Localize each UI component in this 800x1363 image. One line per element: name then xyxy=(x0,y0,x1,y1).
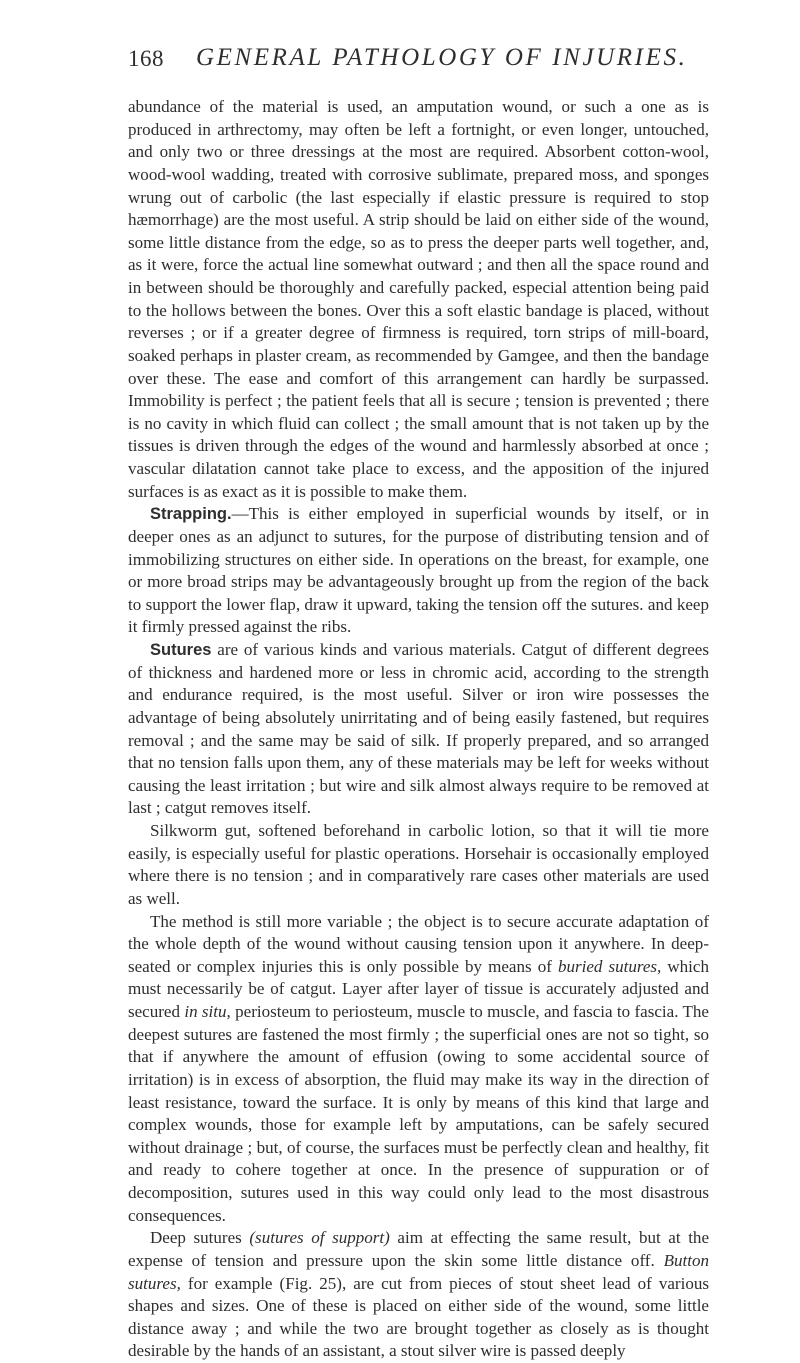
deep-text-a: Deep sutures xyxy=(150,1228,250,1248)
strapping-text: —This is either employed in superficial wounds by itself, or in deeper ones as an adjunct to sutures, for the purpose of distributing tension and of immobilizing structures on either side. In operations on the breast, for example, one or more broad strips may be advantageously brought up from the region of the back to support the lower flap, draw it upward, taking the tension off the sutures. and keep it firmly pressed against the ribs. xyxy=(128,504,709,637)
deep-italic-button-sutures: Button sutures, xyxy=(128,1250,709,1293)
deep-text-c: for example (Fig. 25), are cut from pieces of stout sheet lead of various shapes and sizes. One of these is placed on either side of the wound, some little distance away ; and while the two are brought together as closely as is thought desirable by the hands of an assistant, a stout silver wire is passed deeply xyxy=(128,1273,709,1361)
body-text xyxy=(128,96,709,1363)
method-text-a: The method is still more variable ; the object is to secure accurate adaptation of the whole depth of the wound without causing tension upon it anywhere. In deep-seated or complex injuries this is only possible by means of xyxy=(128,911,709,976)
paragraph-method xyxy=(128,911,709,1228)
method-italic-in-situ: in situ, xyxy=(184,1002,231,1021)
paragraph-deep-sutures xyxy=(128,1227,709,1363)
deep-text-b: aim at effecting the same result, but at the expense of tension and pressure upon the skin some little distance off. xyxy=(128,1228,709,1270)
method-italic-buried-sutures: buried sutures, xyxy=(557,956,662,976)
paragraph-sutures xyxy=(128,639,709,820)
page-number: 168 xyxy=(128,46,164,71)
running-head xyxy=(128,42,708,82)
paragraph-strapping xyxy=(128,503,709,639)
running-title: GENERAL PATHOLOGY OF INJURIES. xyxy=(196,44,688,71)
method-text-b: which must necessarily be of catgut. Layer after layer of tissue is accurately adjusted and secured xyxy=(128,956,709,1021)
section-heading-sutures: Sutures xyxy=(150,641,212,659)
method-text-c: periosteum to periosteum, muscle to muscle, and fascia to fascia. The deepest sutures are fastened the most firmly ; the superficial ones are not so tight, so that if anywhere the amount of effusion (owing to some accidental source of irritation) is in excess of absorption, the fluid may make its way in the direction of least resistance, toward the surface. It is only by means of this kind that large and complex wounds, those for example left by amputations, can be safely secured without drainage ; but, of course, the surfaces must be perfectly clean and healthy, fit and ready to cohere together at once. In the presence of suppuration or of decomposition, sutures used in this way could only lead to the most disastrous consequences. xyxy=(128,1002,709,1225)
section-heading-strapping: Strapping. xyxy=(150,505,232,524)
sutures-text: are of various kinds and various materials. Catgut of different degrees of thickness and hardened more or less in chromic acid, according to the strength and endurance required, is the most useful. Silver or iron wire possesses the advantage of being absolutely unirritating and of being easily fastened, but requires removal ; and the same may be said of silk. If properly prepared, and so arranged that no tension falls upon them, any of these materials may be left for weeks without causing the least irritation ; but wire and silk almost always require to be removed at last ; catgut removes itself. xyxy=(128,640,709,818)
paragraph-dressings: abundance of the material is used, an amputation wound, or such a one as is produced in arthrectomy, may often be left a fortnight, or even longer, untouched, and only two or three dressings at the most are required. Absorbent cotton-wool, wood-wool wadding, treated with corrosive sublimate, prepared moss, and sponges wrung out of carbolic (the last especially if elastic pressure is required to stop hæmorrhage) are the most useful. A strip should be laid on either side of the wound, some little distance from the edge, so as to press the deeper parts well together, and, as it were, force the actual line somewhat outward ; and then all the space round and in between should be thoroughly and carefully packed, especial attention being paid to the hollows between the bones. Over this a soft elastic bandage is placed, without reverses ; or if a greater degree of firmness is required, torn strips of mill-board, soaked perhaps in plaster cream, as recommended by Gamgee, and then the bandage over these. The ease and comfort of this arrangement can hardly be surpassed. Immobility is perfect ; the patient feels that all is secure ; tension is prevented ; there is no cavity in which fluid can collect ; the small amount that is not taken up by the tissues is driven through the edges of the wound and harmlessly absorbed at once ; vascular dilatation cannot take place to excess, and the apposition of the injured surfaces is as exact as it is possible to make them. xyxy=(128,97,709,501)
deep-italic-sutures-of-support: (sutures of support) xyxy=(249,1228,390,1248)
paragraph-silkworm: Silkworm gut, softened beforehand in carbolic lotion, so that it will tie more easily, is especially useful for plastic operations. Horsehair is occasionally employed where there is no tension ; and in comparatively rare cases other materials are used as well. xyxy=(128,821,709,908)
